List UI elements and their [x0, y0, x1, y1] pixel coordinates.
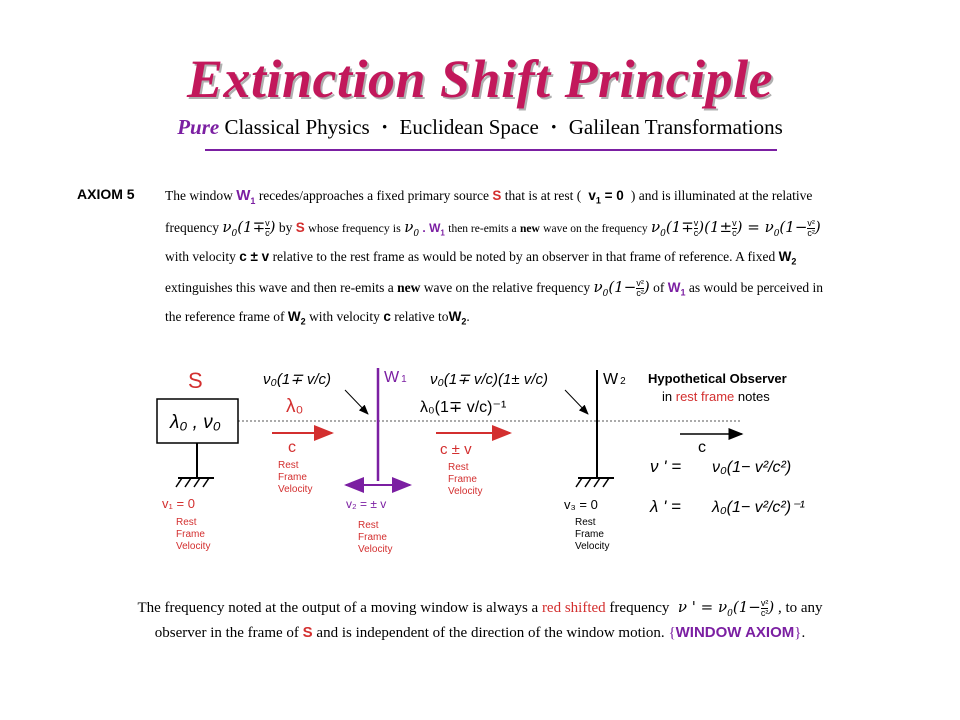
- bottom-line-1: [0, 598, 960, 619]
- subtitle-pure: Pure: [177, 115, 220, 139]
- axiom-line-5: the reference frame of $W_2$ with velocity c relative toW$_2$.: [165, 309, 470, 327]
- lambda-prime-label: λ ' =: [650, 497, 681, 516]
- rest-frame-5c: Velocity: [575, 541, 610, 552]
- subtitle-part2: Euclidean Space: [399, 115, 539, 139]
- formula-reemit: $\nu_0(1\mp$ $\frac{v}{c}$ )(1± $\frac{v}{c}$ ) = $\nu_0(1-$ $\frac{\text{v²}}{\text{c²}}$ ): [650, 217, 821, 239]
- text-new: new: [519, 223, 540, 235]
- subtitle-sep-2: ·: [550, 114, 558, 139]
- w2-label: W 2: [603, 371, 626, 388]
- text-new: new: [397, 280, 421, 295]
- velocity-c: c: [383, 309, 391, 324]
- source-label: S: [188, 368, 203, 393]
- v1-expression: $v_1 = 0$: [588, 188, 624, 206]
- text: frequency: [609, 600, 670, 616]
- subtitle-part3: Galilean Transformations: [568, 115, 783, 139]
- text: then re-emits a: [448, 223, 517, 235]
- window-axiom: {WINDOW AXIOM}: [668, 624, 802, 641]
- rest-frame-3c: Velocity: [358, 544, 393, 555]
- formula-nu0: $\nu_0$: [404, 218, 420, 239]
- page-title: Extinction Shift Principle: [186, 49, 774, 109]
- text: with velocity: [309, 309, 380, 324]
- w2-symbol: $W_2$: [448, 309, 467, 327]
- source-symbol: S: [295, 220, 305, 235]
- rest-frame-4a: Rest: [448, 462, 469, 473]
- text: whose frequency is: [308, 221, 401, 235]
- observer-c: c: [698, 439, 706, 456]
- subtitle-part1: Classical Physics: [224, 115, 370, 139]
- text: and is independent of the direction of the window motion.: [316, 625, 665, 641]
- title-rule: [205, 149, 777, 151]
- observer-title: Hypothetical Observer: [648, 371, 787, 386]
- subtitle-sep-1: ·: [380, 114, 389, 139]
- seg1-formula: ν₀(1∓ v/c): [263, 371, 332, 388]
- formula-relative-freq-2: $\nu_0(1-$ $\frac{\text{v²}}{\text{c²}}$ ): [593, 277, 650, 299]
- rest-frame-3a: Rest: [358, 520, 379, 531]
- bottom-line-2: observer in the frame of S and is independent of the direction of the window motion. {WINDOW AXIOM}.: [154, 624, 806, 641]
- source-symbol: S: [492, 188, 502, 203]
- seg1-c: c: [288, 439, 296, 456]
- text: The frequency noted at the output of a moving window is always a: [137, 600, 539, 616]
- source-hatch: [176, 478, 209, 487]
- text: The window: [165, 188, 233, 203]
- w1-symbol: $W_1$: [236, 187, 256, 206]
- text: recedes/approaches a fixed primary source: [258, 188, 489, 203]
- red-shifted-text: red shifted: [541, 600, 606, 616]
- subtitle: [0, 114, 960, 140]
- w2-symbol: $W_2$: [778, 249, 797, 267]
- rest-frame-1a: Rest: [176, 517, 197, 528]
- text: wave on the frequency: [543, 223, 648, 235]
- text: observer in the frame of: [154, 625, 299, 641]
- formula-relative-freq: $\nu_0(1\mp$ $\frac{v}{c}$ ): [222, 217, 276, 239]
- rest-frame-4c: Velocity: [448, 486, 483, 497]
- lambda-prime-formula: λ₀(1− v²/c²)⁻¹: [712, 499, 805, 516]
- seg1-pointer: [345, 390, 368, 414]
- nu-prime-formula: ν₀(1− v²/c²): [712, 459, 792, 476]
- axiom-label: AXIOM 5: [77, 186, 135, 202]
- rest-frame-5b: Frame: [575, 529, 604, 540]
- axiom-line-1: [165, 181, 812, 216]
- seg2-cpv: c ± v: [440, 441, 472, 458]
- rest-frame-2a: Rest: [278, 460, 299, 471]
- seg2-formula: ν₀(1∓ v/c)(1± v/c): [430, 371, 548, 388]
- w1-label: W 1: [384, 369, 407, 386]
- rest-frame-5a: Rest: [575, 517, 596, 528]
- bottom-formula: ν ' = $\nu_0(1-$ $\frac{\text{v²}}{\text{c²}}$ ): [673, 597, 775, 619]
- source-box-symbols: λ₀ , ν₀: [170, 412, 221, 433]
- text: with velocity: [165, 249, 236, 264]
- rest-frame-2b: Frame: [278, 472, 307, 483]
- seg2-lambda: λ₀(1∓ v/c)⁻¹: [420, 399, 507, 416]
- nu-prime-label: ν ' =: [650, 457, 682, 476]
- rest-frame-4b: Frame: [448, 474, 477, 485]
- v2-label: v₂ = ± v: [346, 497, 387, 511]
- v3-label: v₃ = 0: [564, 497, 598, 512]
- seg1-lambda: λ₀: [286, 396, 304, 417]
- window-2-hatch: [576, 478, 609, 487]
- text: of: [653, 280, 665, 295]
- w2-symbol: $W_2$: [287, 309, 306, 327]
- text: that is at rest (: [504, 188, 582, 203]
- rest-frame-2c: Velocity: [278, 484, 313, 495]
- source-symbol: S: [302, 624, 313, 641]
- text: by: [278, 220, 293, 235]
- text: as would be perceived in: [688, 280, 824, 295]
- text: ) and is illuminated at the relative: [630, 188, 813, 203]
- text: wave on the relative frequency: [423, 280, 591, 295]
- seg2-pointer: [565, 390, 588, 414]
- observer-notes: in rest frame notes: [662, 389, 770, 404]
- text: the reference frame of: [165, 309, 285, 324]
- extinction-diagram: [0, 340, 960, 580]
- rest-frame-1b: Frame: [176, 529, 205, 540]
- rest-frame-3b: Frame: [358, 532, 387, 543]
- text: relative to the rest frame as would be noted by an observer in that frame of reference. A fixed: [272, 249, 776, 264]
- w1-symbol: . $W_1$: [422, 221, 445, 238]
- text: extinguishes this wave and then re-emits a: [165, 280, 394, 295]
- text: , to any: [777, 600, 823, 616]
- text: relative to: [394, 309, 449, 324]
- rest-frame-1c: Velocity: [176, 541, 211, 552]
- velocity-cpv: c ± v: [239, 249, 270, 264]
- text: frequency: [165, 220, 219, 235]
- v1-label: v₁ = 0: [162, 496, 195, 511]
- w1-symbol: $W_1$: [667, 280, 686, 298]
